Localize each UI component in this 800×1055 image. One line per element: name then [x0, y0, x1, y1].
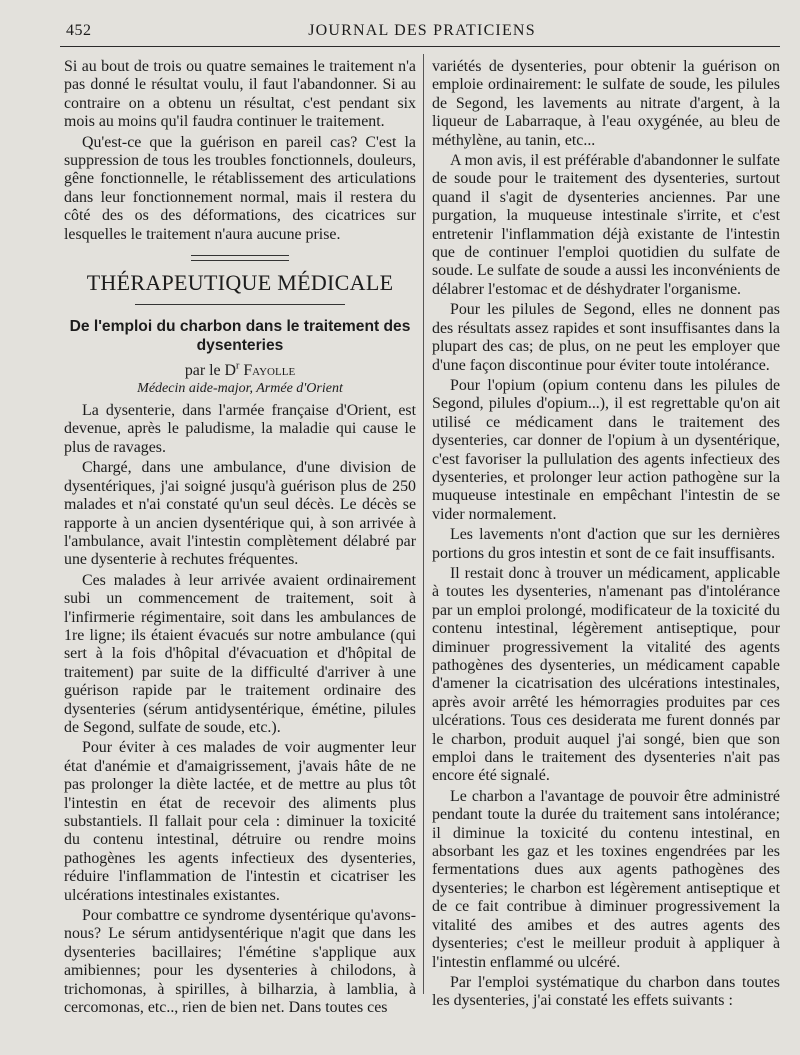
- header-rule: [60, 46, 780, 47]
- section-title-underline: [135, 304, 345, 305]
- page-number: 452: [66, 22, 92, 39]
- byline-superscript: r: [236, 360, 240, 372]
- right-column: [432, 58, 780, 1013]
- running-header: [66, 20, 778, 44]
- author-name: Fayolle: [243, 362, 296, 380]
- paragraph: A mon avis, il est préférable d'abandonner le sulfate de soude pour le traitement des dysenteries, surtout quand il s'agit de dysenteries anciennes. Par une purgation, la muqueuse intestinale s'irrite, et c'est entretenir l'inflammation déjà existante de l'intestin que de continuer l'emploi quotidien du sulfate de soude. Le sulfate de soude a aussi les inconvénients de délabrer l'estomac et de déshydrater l'organisme.: [432, 152, 780, 298]
- paragraph: variétés de dysenteries, pour obtenir la guérison on emploie ordinairement: le sulfate de soude, les pilules de Segond, les lavements au nitrate d'argent, à la liqueur de Labarraque, à l'eau oxygénée, au bleu de méthylène, au tanin, etc...: [432, 58, 780, 149]
- journal-title: JOURNAL DES PRATICIENS: [308, 22, 536, 39]
- paragraph: La dysenterie, dans l'armée française d'Orient, est devenue, après le paludisme, la maladie qui cause le plus de ravages.: [64, 402, 416, 456]
- paragraph: Les lavements n'ont d'action que sur les dernières portions du gros intestin et sont de ce fait insuffisants.: [432, 526, 780, 562]
- paragraph: Pour l'opium (opium contenu dans les pilules de Segond, pilules d'opium...), il est regrettable qu'on ait utilisé ce médicament dans le traitement des dysenteries, car donner de l'opium à un dysentérique, c'est favoriser la pullulation des agents infectieux des dysenteries, et prolonger leur action pathogène sur la muqueuse intestinale en empêchant l'intestin de se vider normalement.: [432, 376, 780, 523]
- paragraph: Pour combattre ce syndrome dysentérique qu'avons-nous? Le sérum antidysentérique n'agit que dans les dysenteries bacillaires; l'émétine s'applique aux amibiennes; pour les dysenteries à chilodons, à trichomonas, à spirilles, à bilharzia, à lamblia, à cercomonas, etc.., rien de bien net. Dans toutes ces: [64, 907, 416, 1017]
- paragraph: Par l'emploi systématique du charbon dans toutes les dysenteries, j'ai constaté les effets suivants :: [432, 973, 780, 1010]
- byline: [64, 361, 416, 380]
- section-title: THÉRAPEUTIQUE MÉDICALE: [86, 270, 394, 296]
- article-title: De l'emploi du charbon dans le traitement des dysenteries: [69, 318, 411, 355]
- paragraph: Chargé, dans une ambulance, d'une division de dysentériques, j'ai soigné jusqu'à guérison plus de 250 malades et n'ai constaté qu'un seul décès. Le décès se rapporte à un ancien dysentérique qui, à son arrivée à l'ambulance, avait l'intestin complètement délabré par une dysenterie à rechutes fréquentes.: [64, 459, 416, 569]
- author-affiliation: Médecin aide-major, Armée d'Orient: [137, 381, 343, 397]
- paragraph: Pour éviter à ces malades de voir augmenter leur état d'anémie et d'amaigrissement, j'avais hâte de ne pas prolonger la diète lactée, et de mettre au plus tôt l'intestin en état de recevoir des aliments plus substantiels. Il fallait pour cela : diminuer la toxicité du contenu intestinal, détruire ou rendre moins pathogènes les agents infectieux des dysenteries, réduire l'inflammation de l'intestin et cicatriser les ulcérations intestinales existantes.: [64, 739, 416, 904]
- paragraph: Il restait donc à trouver un médicament, applicable à toutes les dysenteries, n'amenant pas d'intolérance par un emploi prolongé, modificateur de la toxicité du contenu intestinal, légèrement antiseptique, pour diminuer progressivement la vitalité des agents pathogènes des dysenteries, un médicament capable d'amener la cicatrisation des ulcérations intestinales, après avoir arrêté les hémorragies produites par ces ulcérations. Tous ces desiderata me furent donnés par le charbon, produit auquel j'ai songé, bien que son emploi dans le traitement des dysenteries n'ait pas encore été signalé.: [432, 564, 780, 785]
- left-column: [64, 58, 416, 1019]
- byline-prefix: par le D: [184, 362, 237, 380]
- paragraph: Le charbon a l'avantage de pouvoir être administré pendant toute la durée du traitement sans intolérance; il diminue la toxicité du contenu intestinal, en absorbant les gaz et les toxines engendrées par les fermentations dues aux agents pathogènes des dysenteries; le charbon est légèrement antiseptique et de ce fait contribue à diminuer progressivement la vitalité des amibes et des autres agents des dysenteries; c'est le meilleur produit à appliquer à l'intestin enflammé ou ulcéré.: [432, 787, 780, 971]
- paragraph: Ces malades à leur arrivée avaient ordinairement subi un commencement de traitement, soit à l'infirmerie régimentaire, soit dans les ambulances de 1re ligne; ils étaient évacués sur notre ambulance (qui sert à la fois d'hôpital d'évacuation et d'hôpital de traitement) par suite de la difficulté d'arriver à une guérison rapide par le traitement ordinaire des dysenteries (sérum antidysentérique, émétine, pilules de Segond, sulfate de soude, etc.).: [64, 571, 416, 736]
- paragraph: Pour les pilules de Segond, elles ne donnent pas des résultats assez rapides et sont insuffisantes dans la plupart des cas; de plus, on ne peut les employer que d'une façon discontinue pour éviter toute intolérance.: [432, 301, 780, 374]
- paragraph: Si au bout de trois ou quatre semaines le traitement n'a pas donné le résultat voulu, il faut l'abandonner. Si au contraire on a obtenu un résultat, c'est pendant six mois au moins qu'il faudra continuer le traitement.: [64, 58, 416, 131]
- column-divider: [423, 54, 424, 994]
- paragraph: Qu'est-ce que la guérison en pareil cas? C'est la suppression de tous les troubles fonctionnels, douleurs, gêne fonctionnelle, le rétablissement des articulations dans leur fonctionnement normal, mais il restera du côté des os des déformations, des cicatrices sur lesquelles le traitement n'aura aucune prise.: [64, 133, 416, 243]
- section-divider: [191, 255, 289, 261]
